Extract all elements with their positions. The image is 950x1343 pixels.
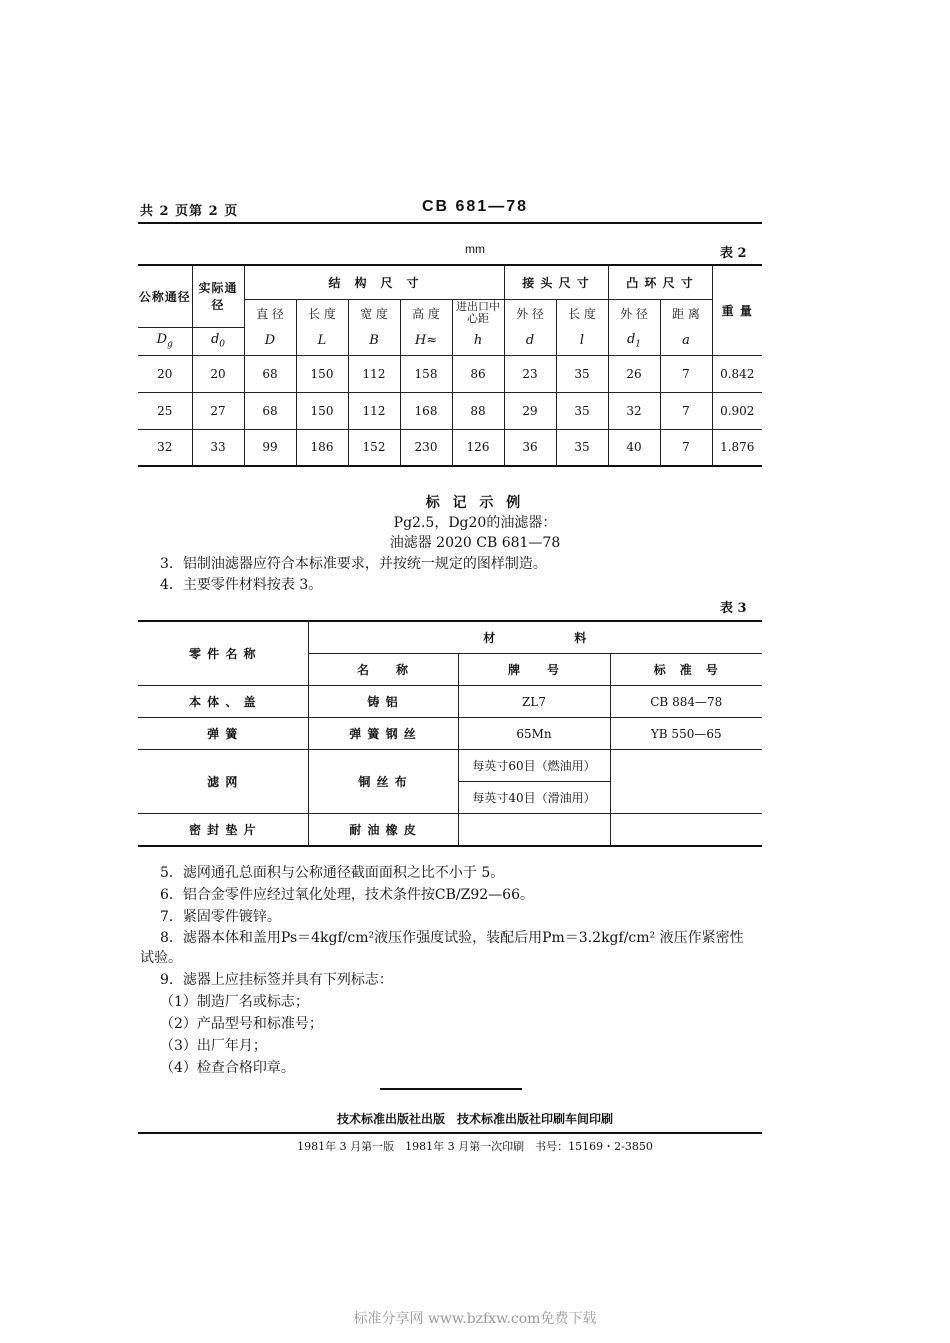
sub-port-center-distance: 进出口中心距 — [452, 299, 504, 327]
cell: 112 — [348, 355, 400, 392]
sym-d: d — [504, 327, 556, 355]
header-nominal-bore: 公称通径 — [138, 265, 192, 327]
cell: 1.876 — [712, 429, 762, 466]
standard-number: CB 681—78 — [421, 198, 529, 215]
table-row — [138, 429, 762, 466]
clause-9-item-4: （4）检查合格印章。 — [160, 1060, 295, 1076]
sub-width: 宽 度 — [348, 299, 400, 327]
clause-6: 6．铝合金零件应经过氧化处理，技术条件按CB/Z92—66。 — [160, 887, 534, 903]
cell: 88 — [452, 392, 504, 429]
cell: 0.902 — [712, 392, 762, 429]
clause-8-cont: 试验。 — [140, 950, 182, 966]
clause-9-item-1: （1）制造厂名或标志； — [160, 994, 309, 1010]
cell: 150 — [296, 355, 348, 392]
cell-grade: ZL7 — [458, 686, 610, 718]
header-actual-bore: 实际通径 — [192, 265, 244, 327]
cell: 40 — [608, 429, 660, 466]
sym-l: l — [556, 327, 608, 355]
cell: 99 — [244, 429, 296, 466]
header-standard-number: 标 准 号 — [610, 654, 762, 686]
cell: 35 — [556, 429, 608, 466]
cell: 32 — [138, 429, 192, 466]
header-joint-dims: 接 头 尺 寸 — [504, 265, 608, 299]
cell: 7 — [660, 355, 712, 392]
cell-material-name: 铸 铝 — [308, 686, 458, 718]
sub-joint-od: 外 径 — [504, 299, 556, 327]
sym-L: L — [296, 327, 348, 355]
cell-material-name: 弹 簧 钢 丝 — [308, 718, 458, 750]
footer-publisher: 技术标准出版社出版 技术标准出版社印刷车间印刷 — [336, 1112, 613, 1126]
cell: 0.842 — [712, 355, 762, 392]
cell-material-name: 铜 丝 布 — [308, 750, 458, 814]
clause-7: 7．紧固零件镀锌。 — [160, 909, 281, 925]
marking-example-line1: Pg2.5，Dg20的油滤器： — [393, 515, 557, 531]
table-row — [138, 750, 762, 782]
table-2 — [138, 264, 762, 467]
cell-std — [610, 814, 762, 847]
cell: 35 — [556, 355, 608, 392]
end-rule — [380, 1088, 522, 1090]
footer-rule — [138, 1132, 762, 1134]
footer-edition: 1981年 3 月第一版 1981年 3 月第一次印刷 书号：15169・2-3850 — [297, 1140, 653, 1153]
sym-d0: $d_0$ — [192, 327, 244, 355]
sub-length: 长 度 — [296, 299, 348, 327]
header-material-name: 名 称 — [308, 654, 458, 686]
cell-part: 密 封 垫 片 — [138, 814, 308, 847]
cell: 68 — [244, 392, 296, 429]
cell: 33 — [192, 429, 244, 466]
clause-9-item-2: （2）产品型号和标准号； — [160, 1016, 323, 1032]
cell-grade: 每英寸40目（滑油用） — [458, 782, 610, 814]
sub-height: 高 度 — [400, 299, 452, 327]
cell-grade — [458, 814, 610, 847]
sym-d1: $d_1$ — [608, 327, 660, 355]
cell-std: CB 884—78 — [610, 686, 762, 718]
cell: 26 — [608, 355, 660, 392]
weight-label: 重 量 — [721, 303, 753, 318]
clause-8: 8．滤器本体和盖用Ps＝4kgf/cm²液压作强度试验，装配后用Pm＝3.2kgf/cm² 液压作紧密性 — [160, 930, 744, 946]
cell: 36 — [504, 429, 556, 466]
sym-Dg: $D_g$ — [138, 327, 192, 355]
cell: 27 — [192, 392, 244, 429]
sym-B: B — [348, 327, 400, 355]
cell-part: 滤 网 — [138, 750, 308, 814]
marking-example-line2: 油滤器 2020 CB 681—78 — [389, 535, 561, 551]
sym-D: D — [244, 327, 296, 355]
table-row — [138, 686, 762, 718]
table-row — [138, 814, 762, 847]
cell: 20 — [138, 355, 192, 392]
cell: 29 — [504, 392, 556, 429]
cell: 35 — [556, 392, 608, 429]
clause-3: 3．铝制油滤器应符合本标准要求，并按统一规定的图样制造。 — [160, 556, 547, 572]
cell-std: YB 550—65 — [610, 718, 762, 750]
cell: 186 — [296, 429, 348, 466]
clause-4: 4．主要零件材料按表 3。 — [160, 577, 323, 593]
header-material: 材 料 — [308, 621, 762, 654]
cell: 20 — [192, 355, 244, 392]
sub-diameter: 直 径 — [244, 299, 296, 327]
clause-5: 5．滤网通孔总面积与公称通径截面面积之比不小于 5。 — [160, 865, 505, 881]
table-row — [138, 718, 762, 750]
cell: 158 — [400, 355, 452, 392]
marking-example-title: 标 记 示 例 — [425, 495, 525, 511]
clause-9-item-3: （3）出厂年月； — [160, 1038, 267, 1054]
cell: 86 — [452, 355, 504, 392]
sym-H: H≈ — [400, 327, 452, 355]
cell-grade: 每英寸60目（燃油用） — [458, 750, 610, 782]
cell-material-name: 耐 油 橡 皮 — [308, 814, 458, 847]
cell: 112 — [348, 392, 400, 429]
sym-a: a — [660, 327, 712, 355]
header-weight — [712, 265, 762, 355]
header-rule — [138, 222, 762, 224]
header-structure-dims: 结 构 尺 寸 — [244, 265, 504, 299]
cell: 230 — [400, 429, 452, 466]
header-part-name: 零 件 名 称 — [138, 621, 308, 686]
table2-label: 表 2 — [720, 246, 747, 261]
table-row — [138, 355, 762, 392]
cell-part: 弹 簧 — [138, 718, 308, 750]
cell: 168 — [400, 392, 452, 429]
cell-grade: 65Mn — [458, 718, 610, 750]
header-material-grade: 牌 号 — [458, 654, 610, 686]
cell: 126 — [452, 429, 504, 466]
cell: 25 — [138, 392, 192, 429]
sym-h: h — [452, 327, 504, 355]
sub-boss-od: 外 径 — [608, 299, 660, 327]
table-3 — [138, 620, 762, 847]
header-boss-dims: 凸 环 尺 寸 — [608, 265, 712, 299]
table3-label: 表 3 — [720, 601, 747, 616]
cell: 23 — [504, 355, 556, 392]
sub-boss-distance: 距 离 — [660, 299, 712, 327]
cell: 150 — [296, 392, 348, 429]
cell: 152 — [348, 429, 400, 466]
cell-part: 本 体 、 盖 — [138, 686, 308, 718]
cell: 7 — [660, 392, 712, 429]
sub-joint-length: 长 度 — [556, 299, 608, 327]
table2-unit: mm — [465, 242, 485, 256]
cell-std — [610, 750, 762, 814]
cell: 32 — [608, 392, 660, 429]
cell: 68 — [244, 355, 296, 392]
table-row — [138, 392, 762, 429]
watermark: 标准分享网 www.bzfxw.com免费下载 — [353, 1311, 597, 1327]
cell: 7 — [660, 429, 712, 466]
clause-9: 9．滤器上应挂标签并具有下列标志： — [160, 972, 393, 988]
page-info: 共 2 页第 2 页 — [140, 204, 239, 219]
